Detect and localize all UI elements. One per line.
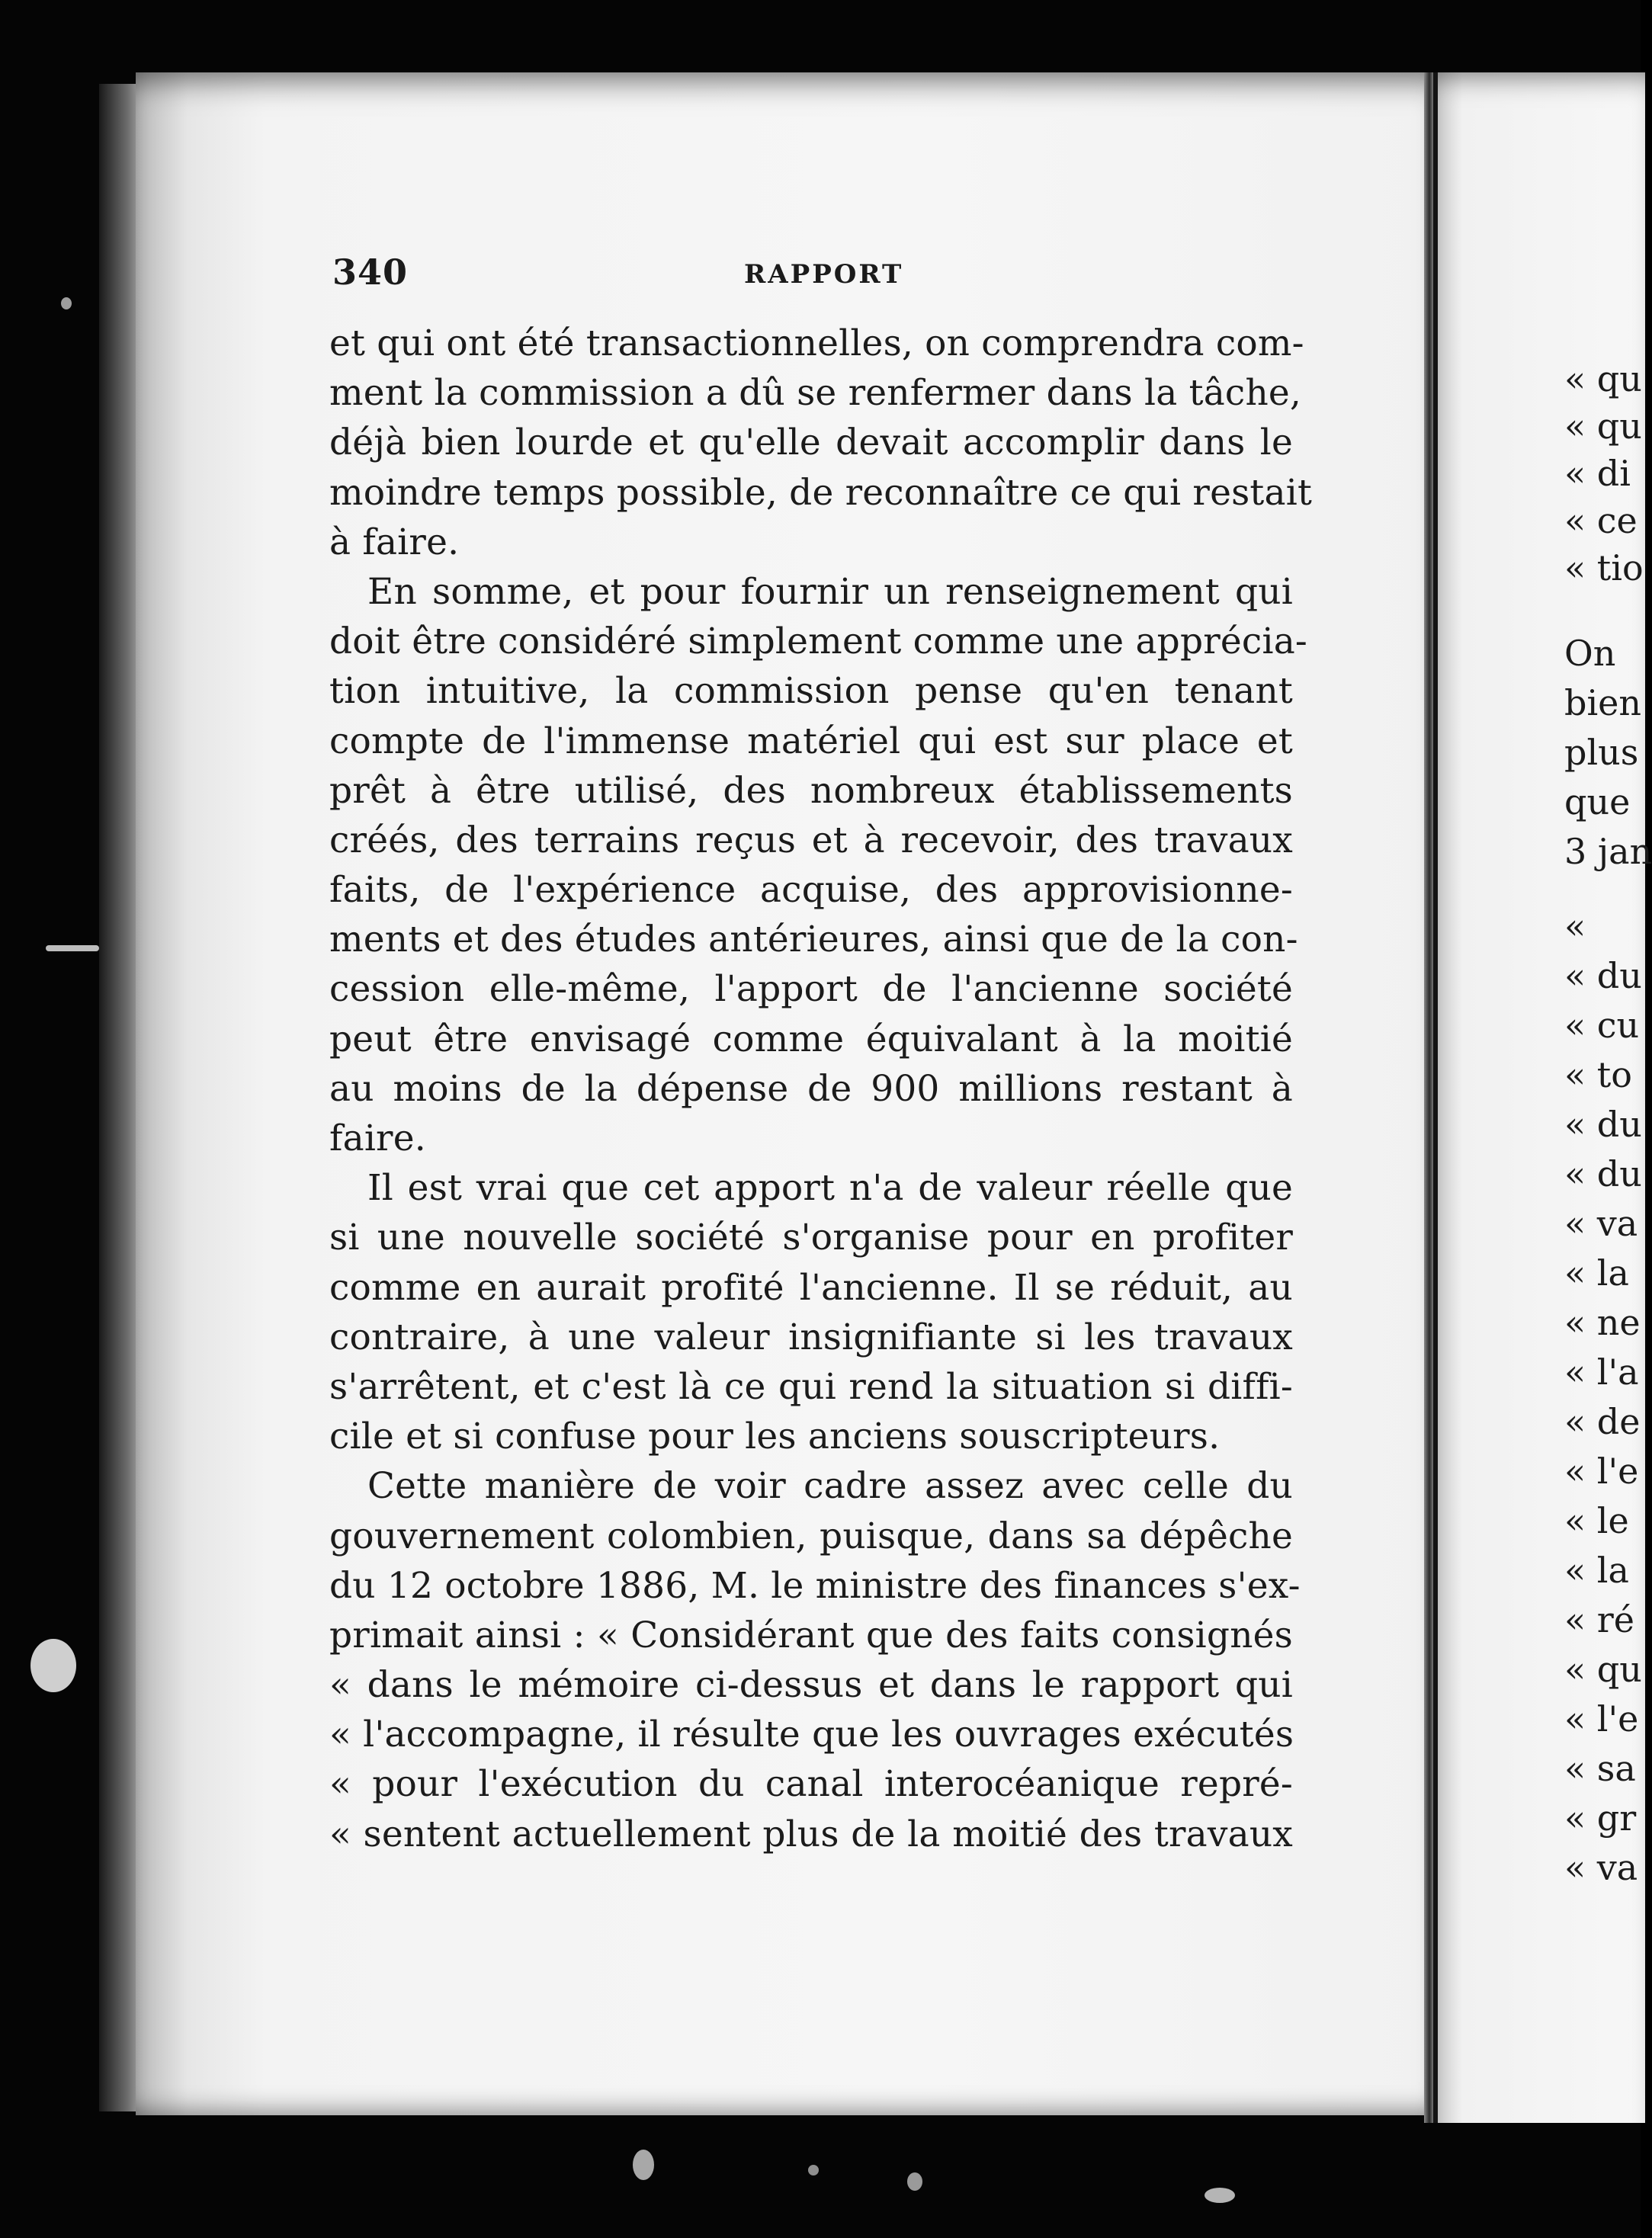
text-line: cession elle-même, l'apport de l'ancienne société [329,968,1293,1011]
fragment-line: « qu [1564,358,1642,399]
text-line: créés, des terrains reçus et à recevoir, des travaux [329,819,1293,861]
text-line: ment la commission a dû se renfermer dans la tâche, [329,372,1302,415]
text-line: déjà bien lourde et qu'elle devait accomplir dans le [329,422,1293,464]
scan-dust-speck [30,1639,76,1692]
fragment-line: « de [1564,1401,1641,1442]
text-line: doit être considéré simplement comme une apprécia- [329,620,1307,663]
text-line: faits, de l'expérience acquise, des approvisionne- [329,869,1293,912]
fragment-line: « va [1564,1203,1638,1244]
text-line: cile et si confuse pour les anciens souscripteurs. [329,1416,1221,1458]
text-line: peut être envisagé comme équivalant à la moitié [329,1018,1293,1060]
fragment-line: « ne [1564,1302,1641,1343]
paragraph-start-line: En somme, et pour fournir un renseignement qui [367,570,1293,613]
fragment-line: « sa [1564,1748,1636,1789]
page-number: 340 [332,252,409,293]
text-line: gouvernement colombien, puisque, dans sa dépêche [329,1515,1293,1557]
scan-dust-speck [1205,2188,1235,2203]
text-line: prêt à être utilisé, des nombreux établissements [329,769,1293,812]
fragment-line: « qu [1564,1649,1642,1690]
text-line: à faire. [329,521,460,563]
fragment-line: « to [1564,1054,1632,1095]
text-line: « dans le mémoire ci-dessus et dans le rapport qui [329,1664,1293,1707]
running-head [332,252,1293,297]
fragment-line: bien [1564,682,1642,723]
text-line: comme en aurait profité l'ancienne. Il se réduit, au [329,1266,1293,1309]
fragment-line: « du [1564,955,1642,996]
fragment-line: « l'e [1564,1451,1639,1492]
scan-dust-speck [46,945,99,951]
text-line: primait ainsi : « Considérant que des faits consignés [329,1614,1293,1656]
fragment-line: On [1564,633,1616,674]
text-line: ments et des études antérieures, ainsi que de la con- [329,919,1298,961]
scan-dust-speck [907,2172,922,2191]
scan-dust-speck [61,297,72,309]
text-line: « sentent actuellement plus de la moitié des travaux [329,1813,1293,1855]
fragment-line: « gr [1564,1797,1637,1839]
paragraph-start-line: Cette manière de voir cadre assez avec celle du [367,1465,1293,1508]
fragment-line: « qu [1564,406,1642,447]
fragment-line: « le [1564,1500,1629,1541]
text-line: au moins de la dépense de 900 millions restant à [329,1067,1293,1110]
right-page-text-fragment [1564,358,1652,2081]
text-line: « l'accompagne, il résulte que les ouvrages exécutés [329,1714,1294,1756]
fragment-line: « la [1564,1252,1629,1294]
text-line: et qui ont été transactionnelles, on comprendra com- [329,322,1304,364]
fragment-line: « di [1564,453,1631,494]
fragment-line: « du [1564,1104,1642,1145]
fragment-line: « ce [1564,500,1638,541]
fragment-line: « ré [1564,1599,1634,1640]
text-line: compte de l'immense matériel qui est sur place et [329,720,1293,762]
paragraph-start-line: Il est vrai que cet apport n'a de valeur réelle que [367,1167,1293,1210]
text-line: s'arrêtent, et c'est là ce qui rend la situation si diffi- [329,1365,1293,1408]
text-line: faire. [329,1117,426,1159]
scan-dust-speck [633,2150,654,2180]
fragment-line: « cu [1564,1005,1640,1046]
running-head-title: RAPPORT [744,259,904,290]
fragment-line: « [1564,906,1586,947]
fragment-line: « tio [1564,547,1644,588]
text-line: du 12 octobre 1886, M. le ministre des finances s'ex- [329,1564,1301,1607]
fragment-line: 3 jan [1564,831,1652,872]
fragment-line: « l'a [1564,1351,1639,1393]
fragment-line: « du [1564,1153,1642,1194]
fragment-line: plus [1564,732,1639,773]
body-text [329,319,1313,1859]
fragment-line: « la [1564,1550,1629,1591]
fragment-line: « l'e [1564,1698,1639,1739]
text-line: moindre temps possible, de reconnaître ce qui restait [329,471,1313,514]
text-line: tion intuitive, la commission pense qu'en tenant [329,670,1293,713]
scan-dust-speck [808,2165,819,2175]
text-line: « pour l'exécution du canal interocéanique repré- [329,1763,1293,1806]
fragment-line: que [1564,781,1631,822]
text-line: contraire, à une valeur insignifiante si les travaux [329,1316,1293,1358]
fragment-line: « va [1564,1847,1638,1888]
text-line: si une nouvelle société s'organise pour en profiter [329,1217,1293,1259]
